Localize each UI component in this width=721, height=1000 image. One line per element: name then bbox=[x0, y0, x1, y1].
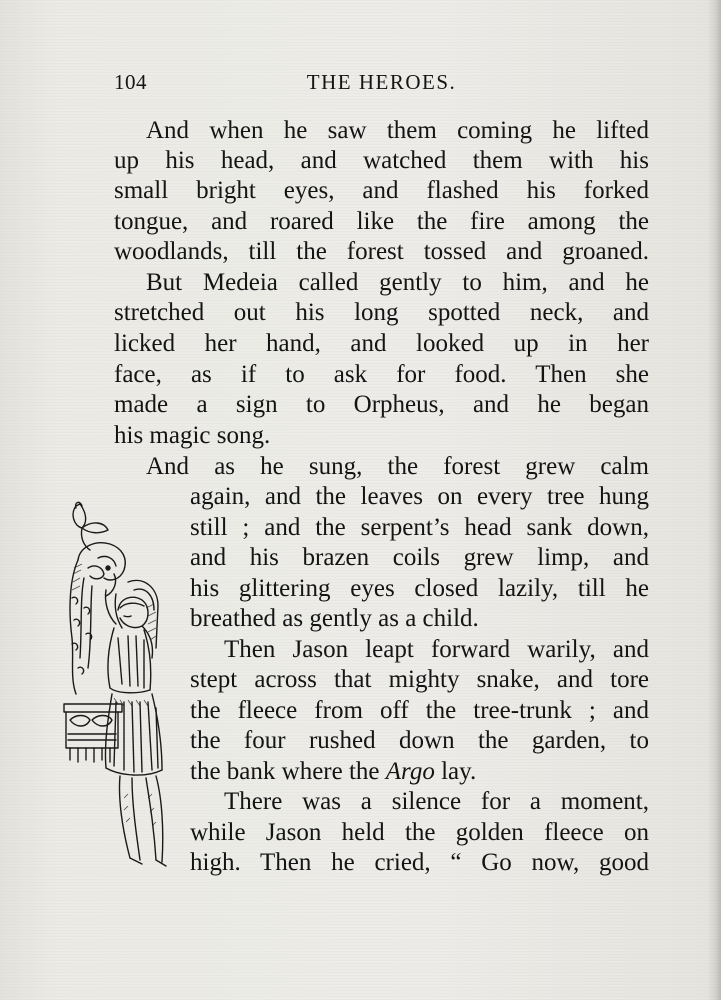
text-line: small bright eyes, and flashed his forked bbox=[114, 177, 649, 204]
text-line: And when he saw them coming he lifted bbox=[146, 117, 649, 144]
text-line: again, and the leaves on every tree hung bbox=[190, 483, 649, 510]
text-line: and his brazen coils grew limp, and bbox=[190, 544, 649, 571]
text-line: face, as if to ask for food. Then she bbox=[114, 361, 649, 388]
jason-with-golden-fleece-engraving bbox=[58, 498, 180, 876]
text-line: But Medeia called gently to him, and he bbox=[146, 269, 649, 296]
text-line: up his head, and watched them with his bbox=[114, 147, 649, 174]
text-line: made a sign to Orpheus, and he began bbox=[114, 391, 649, 418]
text-line: breathed as gently as a child. bbox=[190, 605, 479, 632]
text-line: still ; and the serpent’s head sank down, bbox=[190, 514, 649, 541]
text-line: while Jason held the golden fleece on bbox=[190, 819, 649, 846]
text-line-argo bbox=[190, 757, 649, 787]
text-line: his glittering eyes closed lazily, till he bbox=[190, 575, 649, 602]
text-line: licked her hand, and looked up in her bbox=[114, 330, 649, 357]
text-line: stretched out his long spotted neck, and bbox=[114, 299, 649, 326]
running-title: THE HEROES. bbox=[306, 70, 457, 94]
text-line: the fleece from off the tree-trunk ; and bbox=[190, 697, 649, 724]
text-line: woodlands, till the forest tossed and groaned. bbox=[114, 238, 649, 265]
text-run: the bank where the bbox=[190, 758, 386, 785]
page-edge-shadow bbox=[707, 0, 721, 1000]
text-line: high. Then he cried, “ Go now, good bbox=[190, 849, 649, 876]
ship-name-italic: Argo bbox=[385, 758, 435, 785]
text-line: And as he sung, the forest grew calm bbox=[146, 453, 649, 480]
text-line: tongue, and roared like the fire among the bbox=[114, 208, 649, 235]
running-head bbox=[114, 70, 649, 100]
text-line: stept across that mighty snake, and tore bbox=[190, 666, 649, 693]
page-number: 104 bbox=[114, 70, 147, 94]
text-line: There was a silence for a moment, bbox=[224, 788, 649, 815]
text-line: the four rushed down the garden, to bbox=[190, 727, 649, 754]
text-run: lay. bbox=[434, 758, 477, 785]
text-line: his magic song. bbox=[114, 422, 271, 449]
text-line: Then Jason leapt forward warily, and bbox=[224, 636, 649, 663]
